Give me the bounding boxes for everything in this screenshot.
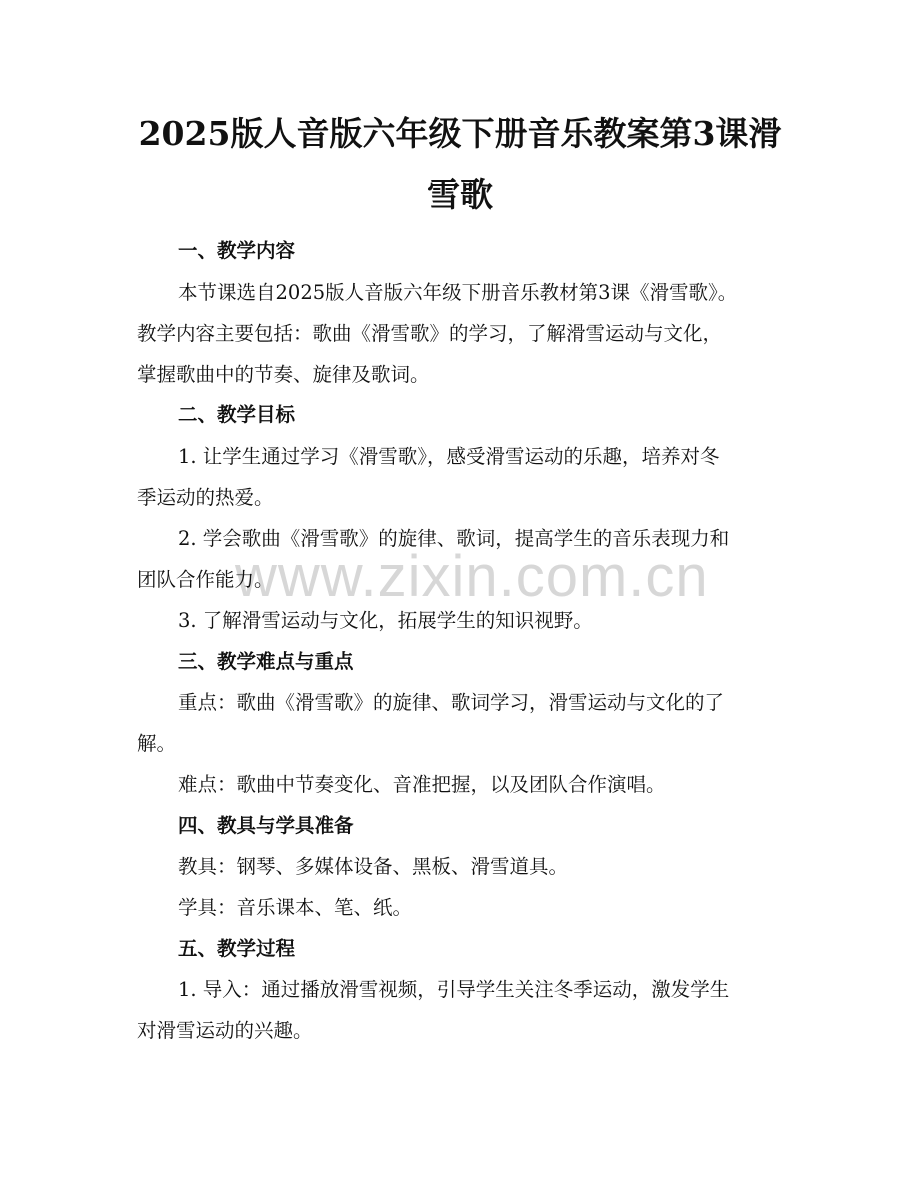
paragraph-line: 教学内容主要包括：歌曲《滑雪歌》的学习，了解滑雪运动与文化， bbox=[137, 322, 723, 345]
list-item-continuation: 对滑雪运动的兴趣。 bbox=[137, 1019, 313, 1042]
paragraph-line: 掌握歌曲中的节奏、旋律及歌词。 bbox=[137, 363, 430, 386]
list-item-continuation: 团队合作能力。 bbox=[137, 568, 274, 591]
paragraph-line: 重点：歌曲《滑雪歌》的旋律、歌词学习，滑雪运动与文化的了 bbox=[178, 691, 725, 714]
document-title-line2: 雪歌 bbox=[427, 175, 493, 214]
list-item: 2. 学会歌曲《滑雪歌》的旋律、歌词，提高学生的音乐表现力和 bbox=[178, 527, 730, 550]
paragraph-line: 教具：钢琴、多媒体设备、黑板、滑雪道具。 bbox=[178, 855, 569, 878]
list-item: 3. 了解滑雪运动与文化，拓展学生的知识视野。 bbox=[178, 609, 593, 632]
list-item: 1. 让学生通过学习《滑雪歌》，感受滑雪运动的乐趣，培养对冬 bbox=[178, 445, 720, 468]
watermark: www.zixin.com.cn bbox=[235, 544, 709, 609]
section-heading: 四、教具与学具准备 bbox=[178, 814, 354, 837]
list-item: 1. 导入：通过播放滑雪视频，引导学生关注冬季运动，激发学生 bbox=[178, 978, 730, 1001]
list-item-continuation: 季运动的热爱。 bbox=[137, 486, 274, 509]
section-heading: 一、教学内容 bbox=[178, 239, 296, 262]
paragraph-line: 解。 bbox=[137, 732, 177, 755]
section-heading: 三、教学难点与重点 bbox=[178, 650, 354, 673]
paragraph-line: 学具：音乐课本、笔、纸。 bbox=[178, 896, 413, 919]
section-heading: 五、教学过程 bbox=[178, 937, 296, 960]
section-heading: 二、教学目标 bbox=[178, 403, 296, 426]
paragraph-line: 难点：歌曲中节奏变化、音准把握，以及团队合作演唱。 bbox=[178, 773, 666, 796]
paragraph-line: 本节课选自2025版人音版六年级下册音乐教材第3课《滑雪歌》。 bbox=[178, 281, 738, 304]
document-title-line1: 2025版人音版六年级下册音乐教案第3课滑 bbox=[138, 114, 782, 153]
